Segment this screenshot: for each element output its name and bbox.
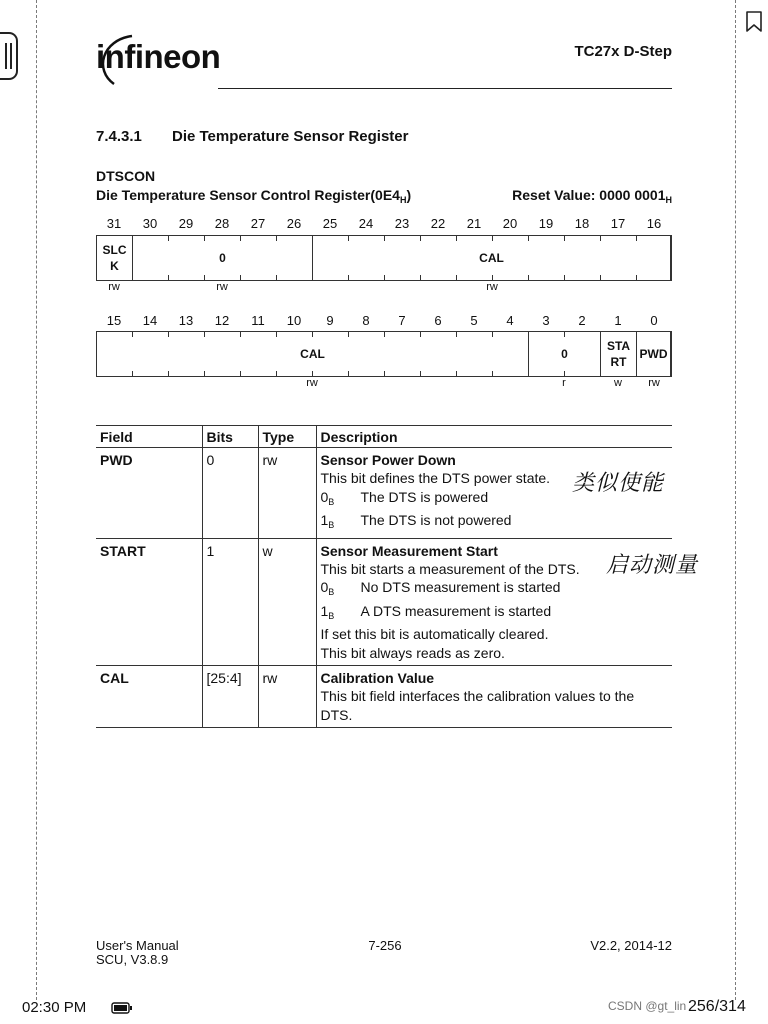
- value-text: The DTS is powered: [360, 488, 489, 505]
- bit-number: 7: [398, 313, 406, 328]
- infineon-logo: infineon: [96, 38, 221, 75]
- reset-value-radix: H: [665, 195, 672, 205]
- access-cal-upper: rw: [486, 281, 498, 293]
- bit-number: 17: [610, 216, 626, 231]
- access-reserved-upper: rw: [216, 281, 228, 293]
- footer-version: V2.2, 2014-12: [590, 938, 672, 953]
- header-bits: Bits: [202, 426, 258, 448]
- cell-type: rw: [258, 666, 316, 728]
- bit-tick: [348, 371, 349, 376]
- bit-tick: [636, 371, 637, 376]
- section-title: Die Temperature Sensor Register: [172, 128, 409, 145]
- access-cal-lower: rw: [306, 377, 318, 389]
- value-code: 0: [320, 488, 329, 505]
- bit-number: 3: [542, 313, 550, 328]
- bit-tick: [492, 275, 493, 280]
- section-number: 7.4.3.1: [96, 128, 142, 145]
- cell-bits: 1: [202, 538, 258, 665]
- cell-description: [316, 666, 672, 728]
- bit-tick: [492, 332, 493, 337]
- bit-number: 24: [358, 216, 374, 231]
- value-text: A DTS measurement is started: [360, 602, 552, 619]
- header-rule: [218, 88, 672, 89]
- header-description: Description: [316, 426, 672, 448]
- watermark: CSDN @gt_lin: [608, 999, 687, 1013]
- bit-tick: [420, 236, 421, 241]
- bit-number: 16: [646, 216, 662, 231]
- bit-tick: [564, 236, 565, 241]
- bit-tick: [528, 275, 529, 280]
- cell-field: START: [96, 538, 202, 665]
- left-margin-guide: [36, 0, 37, 1000]
- bit-number: 1: [614, 313, 622, 328]
- bit-tick: [204, 332, 205, 337]
- field-label: 0: [561, 347, 568, 361]
- bit-number: 4: [506, 313, 514, 328]
- value-radix: B: [328, 587, 335, 598]
- bit-number: 27: [250, 216, 266, 231]
- bit-tick: [384, 236, 385, 241]
- bit-tick: [600, 236, 601, 241]
- bit-tick: [384, 332, 385, 337]
- bit-tick: [456, 332, 457, 337]
- description-title: Calibration Value: [320, 670, 435, 687]
- bit-tick: [348, 332, 349, 337]
- bit-tick: [132, 332, 133, 337]
- bit-tick: [420, 332, 421, 337]
- bit-tick: [564, 371, 565, 376]
- bit-tick: [240, 275, 241, 280]
- value-code: 1: [320, 602, 329, 619]
- bit-tick: [492, 236, 493, 241]
- bit-tick: [420, 275, 421, 280]
- access-pwd: rw: [648, 377, 660, 389]
- description-line: This bit field interfaces the calibration values to the: [320, 688, 635, 705]
- cell-field: PWD: [96, 448, 202, 539]
- register-address-radix: H: [399, 195, 407, 205]
- table-row: [96, 538, 672, 665]
- bit-tick: [132, 275, 133, 280]
- bit-tick: [600, 332, 601, 337]
- field-cal-upper: [313, 236, 671, 280]
- bit-tick: [240, 236, 241, 241]
- field-label: STA RT: [606, 339, 631, 369]
- bit-tick: [600, 275, 601, 280]
- field-label: 0: [219, 251, 226, 265]
- footer-manual-title: User's Manual: [96, 938, 179, 953]
- bit-tick: [204, 236, 205, 241]
- bit-number: 10: [286, 313, 302, 328]
- bit-tick: [384, 275, 385, 280]
- bit-number: 13: [178, 313, 194, 328]
- field-pwd: [637, 332, 671, 376]
- bit-tick: [528, 236, 529, 241]
- footer-manual-section: SCU, V3.8.9: [96, 952, 169, 967]
- description-title: Sensor Measurement Start: [320, 542, 498, 559]
- register-description: [96, 187, 411, 205]
- bit-number: 28: [214, 216, 230, 231]
- description-line: This bit defines the DTS power state.: [320, 470, 551, 487]
- access-reserved-lower: r: [562, 377, 566, 389]
- register-reset-value: [470, 187, 672, 205]
- bit-tick: [564, 332, 565, 337]
- bit-tick: [312, 275, 313, 280]
- bit-tick: [384, 371, 385, 376]
- bit-tick: [204, 371, 205, 376]
- bit-tick: [456, 371, 457, 376]
- bit-tick: [348, 275, 349, 280]
- description-line: If set this bit is automatically cleared.: [320, 626, 549, 643]
- bit-tick: [240, 371, 241, 376]
- bit-tick: [168, 236, 169, 241]
- bit-tick: [276, 236, 277, 241]
- bit-tick: [528, 332, 529, 337]
- header-type: Type: [258, 426, 316, 448]
- bit-tick: [240, 332, 241, 337]
- description-line: This bit always reads as zero.: [320, 644, 505, 661]
- field-label: CAL: [479, 251, 504, 265]
- value-code: 1: [320, 512, 329, 529]
- bit-tick: [600, 371, 601, 376]
- bit-tick: [564, 275, 565, 280]
- header-field: Field: [96, 426, 202, 448]
- bit-number: 8: [362, 313, 370, 328]
- bit-number: 31: [106, 216, 122, 231]
- bit-number: 14: [142, 313, 158, 328]
- bit-tick: [168, 332, 169, 337]
- bit-number: 26: [286, 216, 302, 231]
- bit-tick: [348, 236, 349, 241]
- register-address: 0E4: [375, 187, 400, 203]
- access-start: w: [614, 377, 622, 389]
- battery-icon: [111, 1001, 133, 1015]
- document-id: TC27x D-Step: [574, 43, 672, 60]
- bit-tick: [276, 332, 277, 337]
- register-lower-half: [96, 331, 672, 377]
- bit-tick: [132, 236, 133, 241]
- bit-number: 15: [106, 313, 122, 328]
- bit-number: 23: [394, 216, 410, 231]
- bit-number: 5: [470, 313, 478, 328]
- reset-value-label: Reset Value: 0000 0001: [512, 187, 666, 203]
- value-text: The DTS is not powered: [360, 512, 512, 529]
- bit-number: 30: [142, 216, 158, 231]
- bit-tick: [456, 275, 457, 280]
- bit-numbers-upper: [96, 216, 672, 231]
- handwritten-note-pwd: 类似使能: [572, 471, 665, 496]
- bit-tick: [636, 332, 637, 337]
- table-header-row: [96, 426, 672, 448]
- bit-tick: [492, 371, 493, 376]
- cell-type: w: [258, 538, 316, 665]
- bit-tick: [636, 236, 637, 241]
- description-line: DTS.: [320, 706, 353, 723]
- field-label: CAL: [300, 347, 325, 361]
- status-time: 02:30 PM: [22, 999, 87, 1016]
- bit-tick: [132, 371, 133, 376]
- register-desc-prefix: Die Temperature Sensor Control Register(: [96, 187, 376, 203]
- value-text: No DTS measurement is started: [360, 579, 561, 596]
- field-reserved-upper: [133, 236, 313, 280]
- value-line: [321, 602, 669, 625]
- bit-tick: [636, 275, 637, 280]
- register-name: DTSCON: [96, 168, 156, 184]
- right-margin-guide: [735, 0, 736, 1000]
- bit-number: 2: [578, 313, 586, 328]
- table-row: [96, 666, 672, 728]
- bit-number: 21: [466, 216, 482, 231]
- bit-number: 20: [502, 216, 518, 231]
- bit-tick: [528, 371, 529, 376]
- bit-number: 9: [326, 313, 334, 328]
- bookmark-icon[interactable]: [744, 10, 764, 34]
- side-menu-handle-icon[interactable]: [0, 32, 18, 80]
- status-page-indicator: 256/314: [688, 998, 746, 1015]
- bit-tick: [456, 236, 457, 241]
- register-desc-suffix: ): [406, 187, 412, 203]
- bit-tick: [276, 275, 277, 280]
- register-upper-half: [96, 235, 672, 281]
- field-label: PWD: [639, 347, 668, 361]
- bit-tick: [168, 371, 169, 376]
- handwritten-note-start: 启动测量: [606, 553, 699, 578]
- field-slck: [97, 236, 133, 280]
- bit-number: 0: [650, 313, 658, 328]
- value-radix: B: [328, 496, 335, 507]
- cell-bits: 0: [202, 448, 258, 539]
- bit-number: 12: [214, 313, 230, 328]
- description-title: Sensor Power Down: [320, 452, 456, 468]
- cell-type: rw: [258, 448, 316, 539]
- value-radix: B: [328, 520, 335, 531]
- bit-tick: [312, 371, 313, 376]
- field-label: SLC K: [102, 243, 127, 273]
- bit-number: 29: [178, 216, 194, 231]
- bit-tick: [168, 275, 169, 280]
- bit-number: 6: [434, 313, 442, 328]
- bit-number: 25: [322, 216, 338, 231]
- bit-number: 18: [574, 216, 590, 231]
- bit-tick: [204, 275, 205, 280]
- value-line: [321, 511, 669, 534]
- bit-numbers-lower: [96, 313, 672, 328]
- field-cal-lower: [97, 332, 529, 376]
- field-reserved-lower: [529, 332, 601, 376]
- value-line: [321, 578, 669, 601]
- section-heading: [96, 128, 408, 145]
- bit-tick: [312, 236, 313, 241]
- bit-tick: [276, 371, 277, 376]
- value-code: 0: [320, 579, 329, 596]
- bit-number: 19: [538, 216, 554, 231]
- bit-tick: [420, 371, 421, 376]
- field-start: [601, 332, 637, 376]
- bit-number: 11: [251, 313, 265, 328]
- description-line: This bit starts a measurement of the DTS.: [320, 561, 580, 578]
- cell-bits: [25:4]: [202, 666, 258, 728]
- access-slck: rw: [108, 281, 120, 293]
- value-radix: B: [328, 610, 335, 621]
- cell-field: CAL: [96, 666, 202, 728]
- bit-tick: [312, 332, 313, 337]
- footer-page-number: 7-256: [368, 938, 402, 953]
- bit-number: 22: [430, 216, 446, 231]
